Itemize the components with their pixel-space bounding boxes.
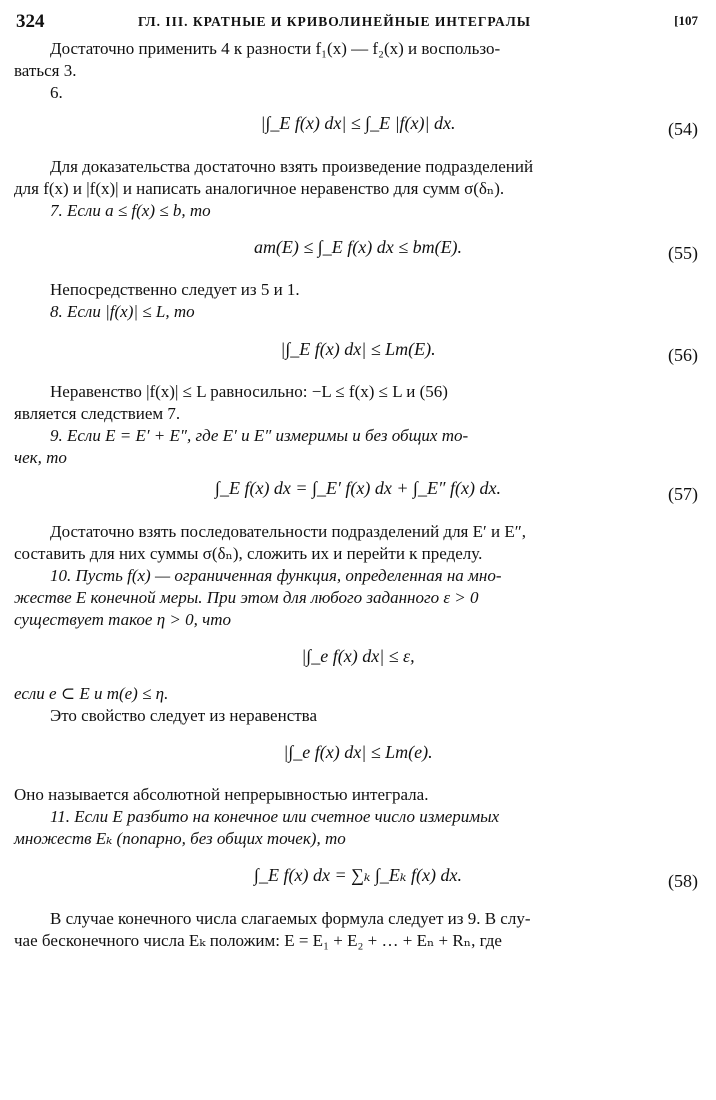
formula-text: am(E) ≤ ∫_E f(x) dx ≤ bm(E).	[253, 236, 463, 257]
formula-text: |∫_e f(x) dx| ≤ ε,	[301, 646, 415, 667]
formula-text: |∫_E f(x) dx| ≤ Lm(E).	[280, 338, 436, 359]
text-line: Непосредственно следует из 5 и 1.	[50, 280, 300, 300]
page-number: 324	[16, 11, 45, 32]
item-8: 8. Если |f(x)| ≤ L, то	[50, 302, 195, 322]
text-line: Достаточно взять последовательности подразделений для E′ и E″,	[50, 521, 527, 541]
running-title: ГЛ. III. КРАТНЫЕ И КРИВОЛИНЕЙНЫЕ ИНТЕГРАЛЫ	[138, 14, 532, 29]
item-11: 11. Если E разбито на конечное или счетное число измеримых	[50, 807, 500, 827]
formula-lme	[14, 741, 702, 764]
text-line: Оно называется абсолютной непрерывностью интеграла.	[14, 785, 429, 805]
formula-text: ∫_E f(x) dx = ∫_E′ f(x) dx + ∫_E″ f(x) dx.	[215, 478, 501, 499]
formula-text: |∫_E f(x) dx| ≤ ∫_E |f(x)| dx.	[260, 113, 456, 134]
formula-text: ∫_E f(x) dx = ∑ₖ ∫_Eₖ f(x) dx.	[254, 865, 462, 886]
formula-57	[14, 477, 702, 505]
text-line: жестве E конечной меры. При этом для любого заданного ε > 0	[14, 587, 479, 607]
section-marker: [107	[674, 13, 698, 28]
text-line: для f(x) и |f(x)| и написать аналогичное неравенство для сумм σ(δₙ).	[14, 178, 505, 198]
item-9: 9. Если E = E′ + E″, где E′ и E″ измеримы и без общих то-	[50, 426, 469, 446]
running-header	[14, 8, 702, 38]
formula-text: |∫_e f(x) dx| ≤ Lm(e).	[283, 741, 433, 762]
text-line: если e ⊂ E и m(e) ≤ η.	[14, 683, 169, 703]
text-line: чае бесконечного числа Eₖ положим: E = E₁ + E₂ + … + Eₙ + Rₙ, где	[14, 930, 502, 950]
text-line: В случае конечного числа слагаемых формула следует из 9. В слу-	[50, 908, 531, 928]
text-line: Для доказательства достаточно взять произведение подразделений	[50, 156, 534, 176]
equation-number: (55)	[668, 242, 698, 263]
text-line: чек, то	[14, 448, 67, 468]
formula-58	[14, 864, 702, 892]
text-line: составить для них суммы σ(δₙ), сложить их и перейти к пределу.	[14, 543, 483, 563]
equation-number: (58)	[668, 871, 698, 892]
page	[14, 8, 702, 952]
text-line: Это свойство следует из неравенства	[50, 705, 318, 725]
item-7: 7. Если a ≤ f(x) ≤ b, то	[50, 200, 211, 220]
text-line: ваться 3.	[14, 61, 77, 81]
text-line: является следствием 7.	[14, 404, 181, 424]
text-line: множеств Eₖ (попарно, без общих точек), то	[14, 829, 346, 849]
equation-number: (56)	[668, 344, 698, 365]
item-10: 10. Пусть f(x) — ограниченная функция, определенная на мно-	[50, 565, 502, 585]
equation-number: (54)	[668, 119, 698, 140]
equation-number: (57)	[668, 484, 698, 505]
text-line: Достаточно применить 4 к разности f₁(x) — f₂(x) и воспользо-	[50, 39, 501, 58]
formula-54	[14, 112, 702, 140]
formula-56	[14, 338, 702, 365]
text-line: существует такое η > 0, что	[14, 610, 232, 630]
formula-55	[14, 236, 702, 263]
formula-epsilon	[14, 645, 702, 668]
text-line: Неравенство |f(x)| ≤ L равносильно: −L ≤ f(x) ≤ L и (56)	[50, 381, 448, 401]
item-number: 6.	[50, 83, 63, 103]
